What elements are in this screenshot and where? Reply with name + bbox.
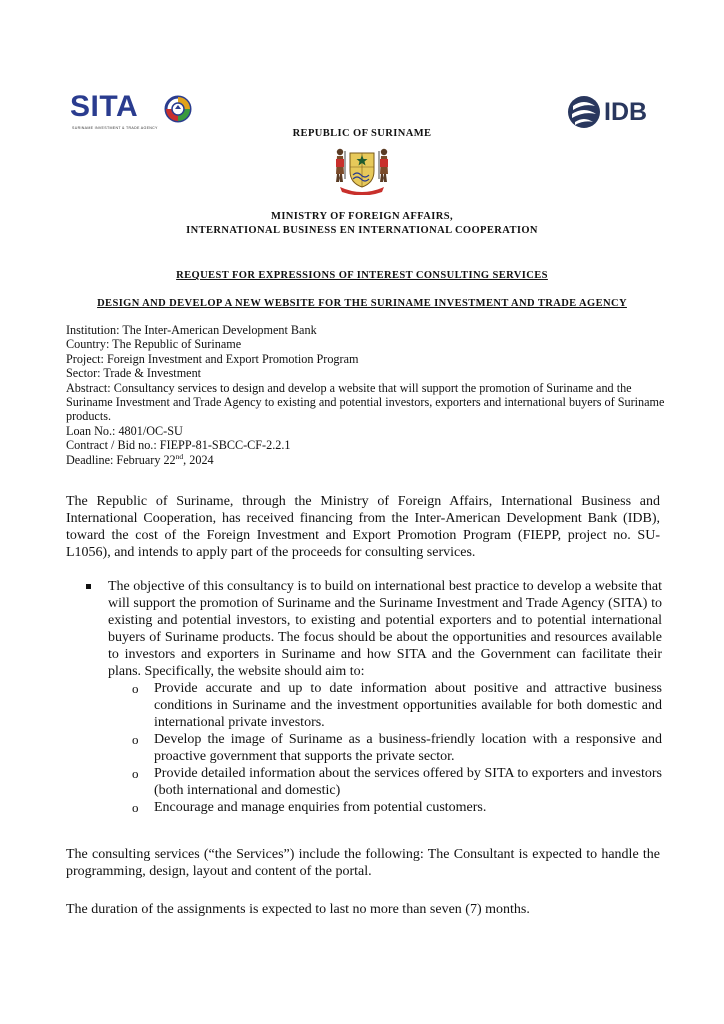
ministry-heading-line1: MINISTRY OF FOREIGN AFFAIRS, <box>271 211 453 222</box>
aim-text: Develop the image of Suriname as a business-friendly location with a responsive and proactive government that supports the private sector. <box>154 732 662 764</box>
circle-bullet-icon: o <box>132 800 139 815</box>
deadline-suffix: , 2024 <box>183 452 214 467</box>
aim-item <box>108 680 662 731</box>
objective-text: The objective of this consultancy is to build on international best practice to develop a website that will support the promotion of Suriname and the Suriname Investment and Trade Agency (SITA) to existing and potential investors, to existing and potential exporters and to potential international buyers of Suriname products. The focus should be about the opportunities and resources available to investors and exporters in Suriname and how SITA and the Government can facilitate their plans. Specifically, the website should aim to: <box>108 579 662 679</box>
aim-item <box>108 731 662 765</box>
idb-logo-wordmark: IDB <box>604 98 648 126</box>
idb-emblem-icon <box>566 94 602 130</box>
duration-paragraph: The duration of the assignments is expected to last no more than seven (7) months. <box>66 902 530 917</box>
republic-heading: REPUBLIC OF SURINAME <box>292 128 432 139</box>
deadline-line <box>66 453 666 467</box>
square-bullet-icon <box>86 584 91 589</box>
circle-bullet-icon: o <box>132 766 139 781</box>
deadline-prefix: Deadline: February 22 <box>66 452 176 467</box>
ministry-heading-line2: INTERNATIONAL BUSINESS EN INTERNATIONAL COOPERATION <box>186 225 538 236</box>
objective-bullet <box>86 578 662 816</box>
loan-line: Loan No.: 4801/OC-SU <box>66 423 183 438</box>
aim-text: Provide detailed information about the services offered by SITA to exporters and investors (both international and domestic) <box>154 766 662 798</box>
circle-bullet-icon: o <box>132 732 139 747</box>
country-line: Country: The Republic of Suriname <box>66 337 242 352</box>
circle-bullet-icon: o <box>132 681 139 696</box>
deadline-ordinal: nd <box>175 451 184 461</box>
aim-text: Provide accurate and up to date information about positive and attractive business conditions in Suriname and the investment opportunities available for both domestic and international private investors. <box>154 681 662 730</box>
sita-globe-icon <box>163 94 193 124</box>
sita-logo-wordmark: SITA <box>70 90 139 123</box>
services-paragraph: The consulting services (“the Services”) include the following: The Consultant is expected to handle the programming, design, layout and content of the portal. <box>66 847 660 879</box>
aim-item <box>108 765 662 799</box>
aim-text: Encourage and manage enquiries from potential customers. <box>154 800 487 815</box>
sector-line: Sector: Trade & Investment <box>66 366 202 381</box>
design-title: DESIGN AND DEVELOP A NEW WEBSITE FOR THE SURINAME INVESTMENT AND TRADE AGENCY <box>97 298 627 309</box>
project-info-block <box>66 323 666 467</box>
abstract-line: Abstract: Consultancy services to design and develop a website that will support the promotion of Suriname and the Suriname Investment and Trade Agency to existing and potential investors, exporters and international buyers of Suriname products. <box>66 380 665 424</box>
sita-logo-tagline: SURINAME INVESTMENT & TRADE AGENCY <box>72 126 158 130</box>
project-line: Project: Foreign Investment and Export Promotion Program <box>66 351 359 366</box>
intro-paragraph: The Republic of Suriname, through the Ministry of Foreign Affairs, International Business and International Cooperation, has received financing from the Inter-American Development Bank (IDB), toward the cost of the Foreign Investment and Export Promotion Program (FIEPP, project no. SU-L1056), and intends to apply part of the proceeds for consulting services. <box>66 494 660 560</box>
institution-line: Institution: The Inter-American Development Bank <box>66 323 317 337</box>
coat-of-arms-icon <box>326 143 398 195</box>
aim-item <box>108 799 662 816</box>
contract-line: Contract / Bid no.: FIEPP-81-SBCC-CF-2.2.1 <box>66 438 291 453</box>
request-title: REQUEST FOR EXPRESSIONS OF INTEREST CONSULTING SERVICES <box>176 270 548 281</box>
